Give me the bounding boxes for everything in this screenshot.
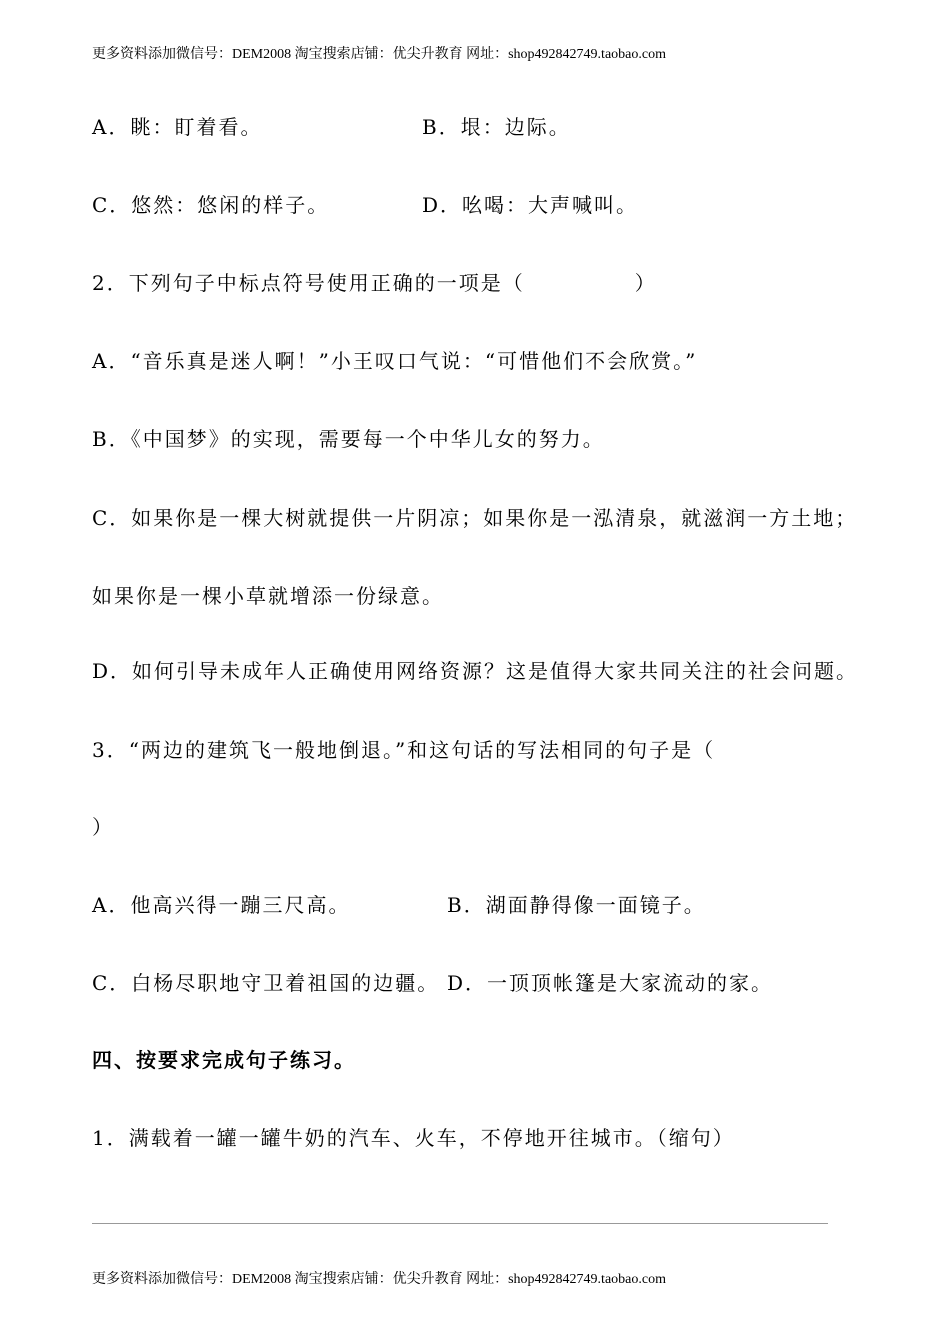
q3-stem: 3．“两边的建筑飞一般地倒退。”和这句话的写法相同的句子是（ <box>92 738 716 762</box>
answer-line <box>92 1223 828 1224</box>
q3-option-b: B．湖面静得像一面镜子。 <box>447 893 706 917</box>
page-footer: 更多资料添加微信号：DEM2008 淘宝搜索店铺：优尖升教育 网址：shop492842749.taobao.com <box>92 1272 666 1287</box>
q3-options-row-2 <box>92 969 774 997</box>
q3-option-a: A．他高兴得一蹦三尺高。 <box>92 893 351 917</box>
q2-option-b: B．《中国梦》的实现，需要每一个中华儿女的努力。 <box>92 427 605 451</box>
page-header: 更多资料添加微信号：DEM2008 淘宝搜索店铺：优尖升教育 网址：shop492842749.taobao.com <box>92 47 666 62</box>
q3-option-d: D．一顶顶帐篷是大家流动的家。 <box>447 971 774 995</box>
q2-stem: 2．下列句子中标点符号使用正确的一项是（ ） <box>92 271 657 295</box>
q2-option-a: A．“音乐真是迷人啊！”小王叹口气说：“可惜他们不会欣赏。” <box>92 349 698 373</box>
q2-option-c-line-2: 如果你是一棵小草就增添一份绿意。 <box>92 584 444 608</box>
q1-option-d: D．吆喝：大声喊叫。 <box>422 193 639 217</box>
section-4-title: 四、按要求完成句子练习。 <box>92 1048 356 1072</box>
q2-option-c-line-1: C．如果你是一棵大树就提供一片阴凉；如果你是一泓清泉，就滋润一方土地； <box>92 506 858 530</box>
section-4-q1: 1．满载着一罐一罐牛奶的汽车、火车，不停地开往城市。（缩句） <box>92 1126 735 1150</box>
q3-options-row-1 <box>92 891 706 919</box>
q1-option-a: A．眺：盯着看。 <box>92 115 263 139</box>
q1-option-c: C．悠然：悠闲的样子。 <box>92 193 330 217</box>
q1-options-row-2 <box>92 191 639 219</box>
q2-option-d: D．如何引导未成年人正确使用网络资源？这是值得大家共同关注的社会问题。 <box>92 659 859 683</box>
q3-stem-close: ） <box>92 815 114 839</box>
q1-option-b: B．垠：边际。 <box>422 115 571 139</box>
q1-options-row-1 <box>92 113 571 141</box>
q3-option-c: C．白杨尽职地守卫着祖国的边疆。 <box>92 971 440 995</box>
